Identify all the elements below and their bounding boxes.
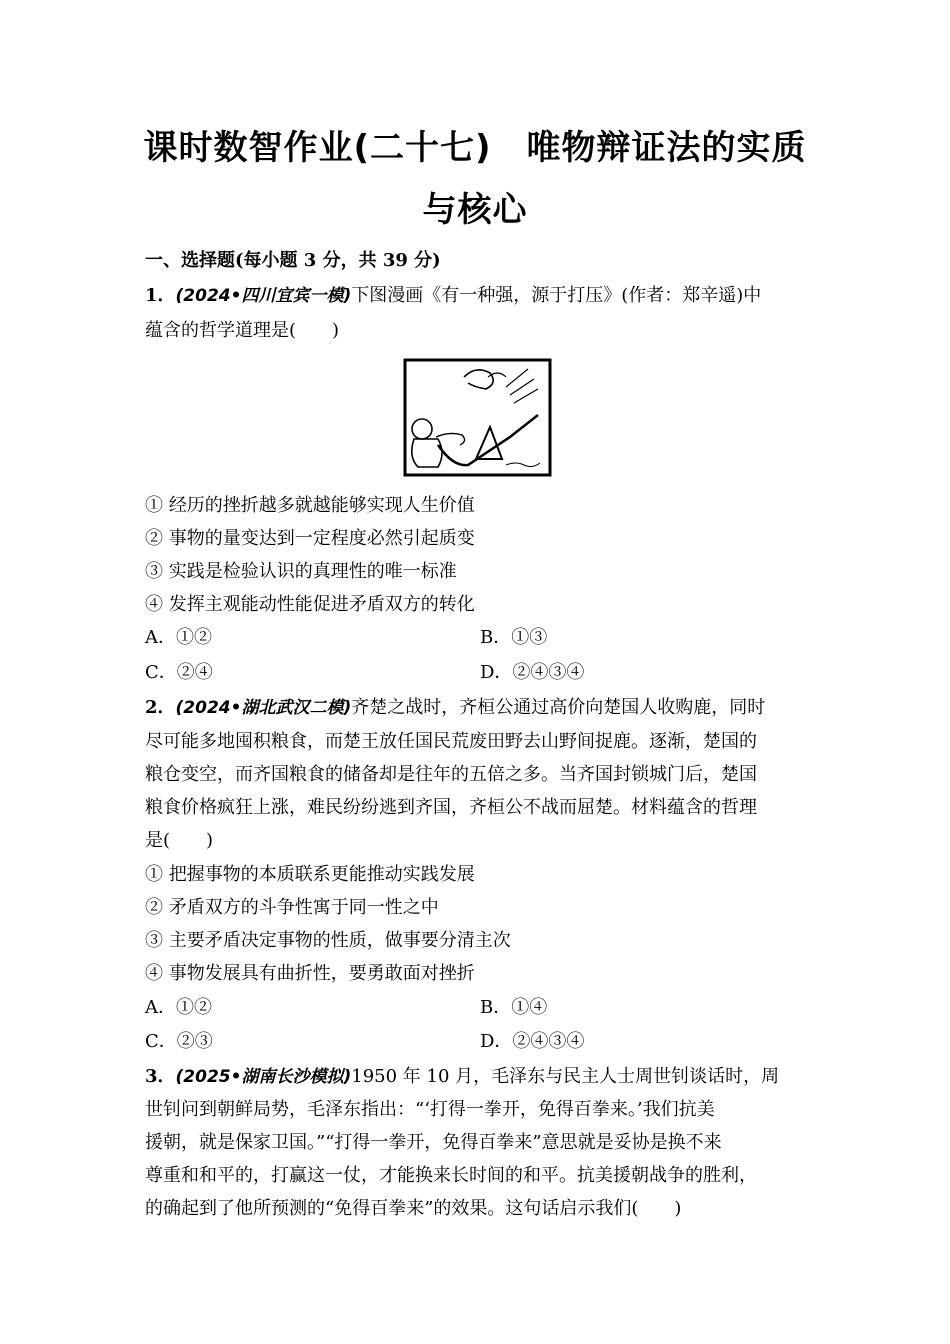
question-1-item-2: ② 事物的量变达到一定程度必然引起质变 bbox=[145, 528, 475, 549]
page-title-line-1: 课时数智作业(二十七) 唯物辩证法的实质 bbox=[143, 128, 807, 168]
question-2-line-5: 是( ) bbox=[145, 830, 214, 851]
question-2-item-4: ④ 事物发展具有曲折性，要勇敢面对挫折 bbox=[145, 963, 475, 984]
question-1-line-1 bbox=[145, 283, 761, 309]
question-1-option-c[interactable]: C．②④ bbox=[145, 662, 213, 683]
question-2-item-2: ② 矛盾双方的斗争性寓于同一性之中 bbox=[145, 897, 439, 918]
question-2-number: 2． bbox=[145, 697, 176, 718]
question-2-line-2: 尽可能多地囤积粮食，而楚王放任国民荒废田野去山野间捉鹿。逐渐，楚国的 bbox=[145, 731, 757, 752]
question-1-option-a[interactable]: A．①② bbox=[145, 627, 212, 648]
question-2-line-1 bbox=[145, 695, 765, 721]
question-2-item-3: ③ 主要矛盾决定事物的性质，做事要分清主次 bbox=[145, 930, 511, 951]
question-2-line-4: 粮食价格疯狂上涨，难民纷纷逃到齐国，齐桓公不战而屈楚。材料蕴含的哲理 bbox=[145, 797, 757, 818]
question-2-source: (2024•湖北武汉二模) bbox=[175, 698, 352, 718]
question-2-text-1: 齐楚之战时，齐桓公通过高价向楚国人收购鹿，同时 bbox=[351, 697, 766, 718]
question-1-number: 1． bbox=[145, 285, 176, 306]
cartoon-seesaw-board bbox=[438, 415, 538, 465]
question-3-source: (2025•湖南长沙模拟) bbox=[175, 1067, 352, 1087]
question-2-option-c[interactable]: C．②③ bbox=[145, 1031, 213, 1052]
cartoon-figure-head bbox=[412, 419, 432, 439]
page-title-line-2: 与核心 bbox=[422, 190, 528, 230]
cartoon-figure-body bbox=[412, 439, 442, 467]
question-1-option-d[interactable]: D．②④③④ bbox=[480, 662, 585, 683]
question-2-line-3: 粮仓变空，而齐国粮食的储备却是往年的五倍之多。当齐国封锁城门后，楚国 bbox=[145, 764, 757, 785]
question-3-line-4: 尊重和和平的，打赢这一仗，才能换来长时间的和平。抗美援朝战争的胜利， bbox=[145, 1165, 757, 1186]
cartoon-flying-figure bbox=[464, 370, 493, 389]
question-1-item-1: ① 经历的挫折越多就越能够实现人生价值 bbox=[145, 495, 475, 516]
question-3-line-3: 援朝，就是保家卫国。”“打得一拳开，免得百拳来”意思就是妥协是换不来 bbox=[145, 1132, 722, 1153]
question-1-text-1: 下图漫画《有一种强，源于打压》(作者：郑辛遥)中 bbox=[351, 285, 762, 306]
question-3-line-2: 世钊问到朝鲜局势，毛泽东指出：“‘打得一拳开，免得百拳来。’我们抗美 bbox=[145, 1099, 715, 1120]
question-1-item-4: ④ 发挥主观能动性能促进矛盾双方的转化 bbox=[145, 594, 475, 615]
question-1-source: (2024•四川宜宾一模) bbox=[175, 286, 352, 306]
question-1-option-b[interactable]: B．①③ bbox=[480, 627, 548, 648]
question-3-text-1: 1950 年 10 月，毛泽东与民主人士周世钊谈话时，周 bbox=[351, 1066, 780, 1087]
question-2-option-d[interactable]: D．②④③④ bbox=[480, 1031, 585, 1052]
cartoon-speed-lines bbox=[506, 369, 538, 403]
cartoon-signature bbox=[506, 463, 540, 467]
question-1-line-2: 蕴含的哲学道理是( ) bbox=[145, 320, 340, 341]
question-1-item-3: ③ 实践是检验认识的真理性的唯一标准 bbox=[145, 561, 457, 582]
question-3-line-1 bbox=[145, 1064, 779, 1090]
question-3-line-5: 的确起到了他所预测的“免得百拳来”的效果。这句话启示我们( ) bbox=[145, 1198, 682, 1219]
section-heading: 一、选择题(每小题 3 分，共 39 分) bbox=[145, 250, 441, 271]
question-2-option-b[interactable]: B．①④ bbox=[480, 997, 548, 1018]
question-2-option-a[interactable]: A．①② bbox=[145, 997, 212, 1018]
cartoon-seesaw-pivot bbox=[476, 427, 502, 459]
question-2-item-1: ① 把握事物的本质联系更能推动实践发展 bbox=[145, 864, 475, 885]
question-3-number: 3． bbox=[145, 1066, 176, 1087]
cartoon-image bbox=[398, 357, 554, 481]
